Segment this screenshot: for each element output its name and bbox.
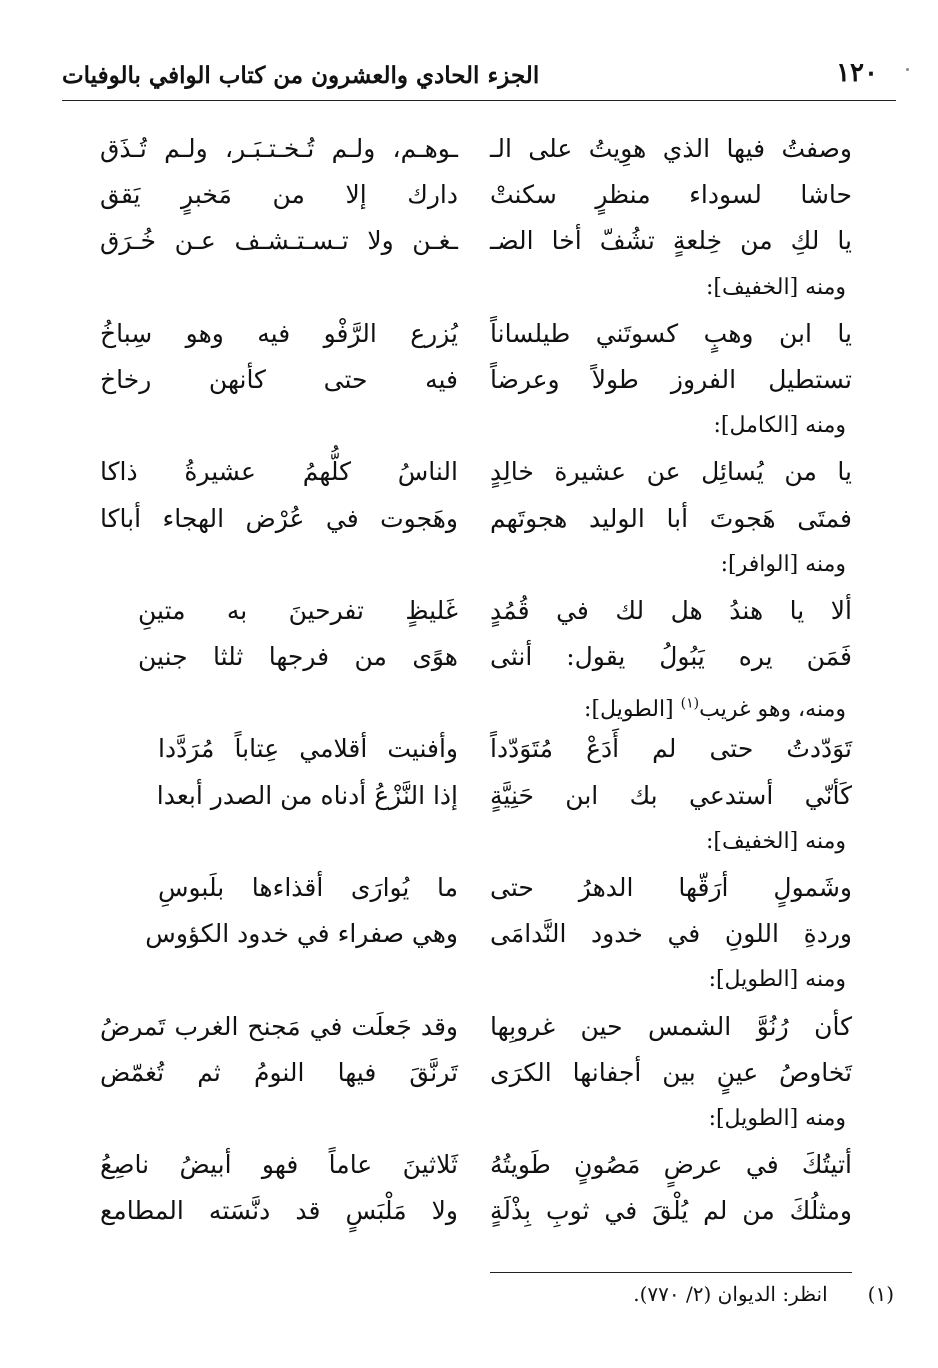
verse-first-hemistich: حاشا لسوداء منظرٍ سكنتْ: [490, 180, 852, 210]
verse-first-hemistich: ألا يا هندُ هل لك في قُمُدٍ: [490, 595, 852, 625]
verse-line: [100, 126, 852, 172]
scan-speck: [906, 68, 909, 71]
verse-first-hemistich: كَأنّي أستدعي بك ابن حَنِيَّةٍ: [490, 780, 852, 810]
meter-label: ومنه [الوافر]:: [720, 551, 846, 577]
meter-label: ومنه [الخفيف]:: [706, 828, 846, 854]
verse-second-hemistich: فيه حتى كأنهن رخاخ: [100, 364, 458, 394]
verse-line: [100, 1188, 852, 1234]
verse-line: [100, 357, 852, 403]
meter-label: ومنه [الطويل]:: [708, 967, 846, 993]
verse-second-hemistich: هوًى من فرجها ثلثا جنين: [138, 642, 458, 672]
meter-label: ومنه [الطويل]:: [708, 1105, 846, 1131]
verse-line: [100, 726, 852, 772]
footnote: [633, 1282, 894, 1306]
verse-second-hemistich: وهَجوت في عُرْض الهجاء أباكا: [100, 503, 458, 533]
verse-first-hemistich: ومثلُكَ من لم يُلْقَ في ثوبِ بِذْلَةٍ: [490, 1196, 852, 1226]
verse-first-hemistich: تستطيل الفروز طولاً وعرضاً: [490, 364, 852, 394]
verse-first-hemistich: يا لكِ من خِلعةٍ تشُفّ أخا الضـ: [490, 226, 852, 256]
verse-second-hemistich: تَرنَّقَ فيها النومُ ثم تُغمّض: [100, 1057, 458, 1087]
verse-second-hemistich: الناسُ كلُّهمُ عشيرةُ ذاكا: [100, 457, 458, 487]
verse-line: [100, 311, 852, 357]
footnote-number: (١): [867, 1282, 894, 1306]
verse-second-hemistich: وأفنيت أقلامي عِتاباً مُرَدَّدا: [158, 734, 458, 764]
meter-heading: [100, 1096, 852, 1142]
verse-line: [100, 449, 852, 495]
verse-second-hemistich: ولا مَلْبَسٍ قد دنَّسَته المطامع: [100, 1196, 458, 1226]
page-number: ١٢٠: [836, 58, 878, 88]
verse-first-hemistich: فمتَى هَجوتَ أبا الوليد هجوتَهم: [490, 503, 852, 533]
verse-second-hemistich: دارك إلا من مَخبرٍ يَقق: [100, 180, 458, 210]
verse-first-hemistich: تَخاوصُ عينٍ بين أجفانها الكرَى: [490, 1057, 852, 1087]
meter-label: ومنه [الكامل]:: [713, 413, 846, 439]
verse-line: [100, 496, 852, 542]
meter-heading: [100, 265, 852, 311]
verse-second-hemistich: غَليظٍ تفرحينَ به متينِ: [138, 595, 458, 625]
meter-label-text: ومنه، وهو غريب: [699, 696, 846, 722]
verse-second-hemistich: وقد جَعلَت في مَجنح الغرب تَمرضُ: [100, 1011, 458, 1041]
verse-first-hemistich: أتيتُكَ في عرضٍ مَصُونٍ طَويتُهُ: [490, 1150, 852, 1180]
footnote-divider: [490, 1272, 852, 1273]
verse-second-hemistich: ما يُوارَى أقذاءها بلَبوسِ: [158, 873, 458, 902]
verse-line: [100, 172, 852, 218]
verse-first-hemistich: يا ابن وهبٍ كسوتَني طيلساناً: [490, 318, 852, 348]
poem-body: [100, 126, 852, 1235]
verse-line: [100, 773, 852, 819]
verse-first-hemistich: كأن رُنُوَّ الشمس حين غروبِها: [490, 1011, 852, 1041]
verse-line: [100, 1050, 852, 1096]
verse-line: [100, 634, 852, 680]
meter-label: [584, 697, 852, 722]
verse-first-hemistich: فَمَن يره يَبُولُ يقول: أنثى: [490, 642, 852, 672]
verse-second-hemistich: يُزرع الرَّفْو فيه وهو سِباخُ: [100, 318, 458, 348]
verse-first-hemistich: وصفتُ فيها الذي هوِيتُ على الـ: [490, 134, 852, 163]
verse-line: [100, 588, 852, 634]
verse-first-hemistich: تَوَدّدتُ حتى لم أَدَعْ مُتَوَدّداً: [490, 734, 852, 764]
verse-line: [100, 1004, 852, 1050]
meter-heading: [100, 957, 852, 1003]
meter-heading: [100, 403, 852, 449]
verse-line: [100, 911, 852, 957]
verse-line: [100, 865, 852, 911]
meter-heading: [100, 542, 852, 588]
verse-line: [100, 218, 852, 264]
verse-second-hemistich: ـوهـم، ولـم تُـخـتـبَـر، ولـم تُـذَق: [100, 134, 458, 163]
running-title: الجزء الحادي والعشرون من كتاب الوافي بالوفيات: [62, 62, 540, 89]
verse-line: [100, 1142, 852, 1188]
page-header: [62, 56, 896, 101]
verse-first-hemistich: وردةِ اللونِ في خدود النَّدامَى: [490, 919, 852, 949]
verse-second-hemistich: إذا النَّزْعُ أدناه من الصدر أبعدا: [156, 780, 458, 810]
footnote-text: انظر: الديوان (٢/ ٧٧٠).: [633, 1282, 828, 1306]
verse-second-hemistich: وهي صفراء في خدود الكؤوس: [145, 919, 458, 949]
verse-first-hemistich: وشَمولٍ أرَقّها الدهرُ حتى: [490, 873, 852, 902]
meter-label: ومنه [الخفيف]:: [706, 274, 846, 300]
verse-first-hemistich: يا من يُسائِل عن عشيرة خالِدٍ: [490, 457, 852, 487]
verse-second-hemistich: ثَلاثينَ عاماً فهو أبيضُ ناصِعُ: [100, 1150, 458, 1180]
meter-heading: [100, 680, 852, 726]
footnote-reference[interactable]: (١): [680, 695, 700, 712]
meter-label-text: [الطويل]:: [584, 696, 681, 722]
verse-second-hemistich: ـغـن ولا تـسـتـشـف عـن خُـرَق: [100, 226, 458, 256]
meter-heading: [100, 819, 852, 865]
